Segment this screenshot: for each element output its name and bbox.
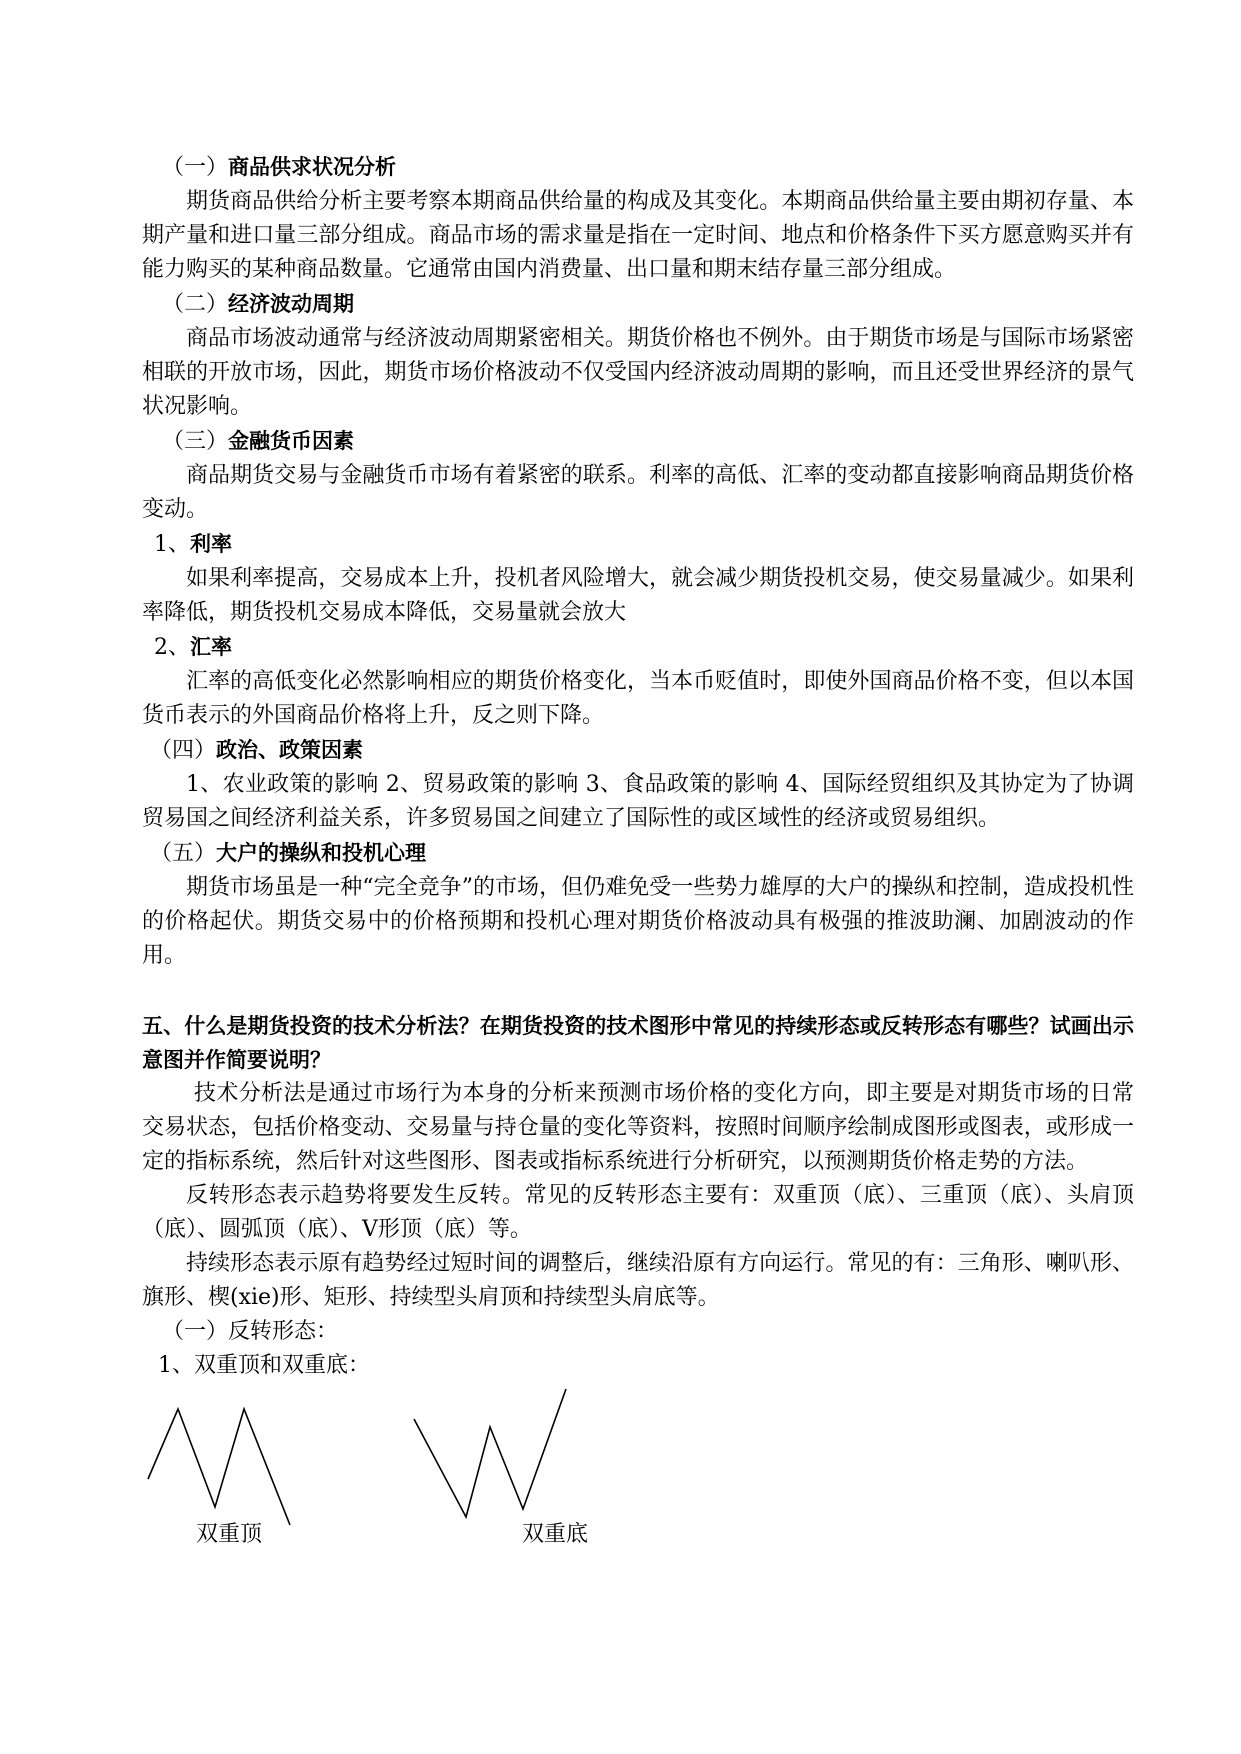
question-5-title: 五、什么是期货投资的技术分析法？在期货投资的技术图形中常见的持续形态或反转形态有哪些？试画出示意图并作简要说明？	[142, 1014, 1134, 1072]
item-exchange-heading	[142, 630, 1134, 665]
question-5-paragraph-2: 反转形态表示趋势将要发生反转。常见的反转形态主要有：双重顶（底）、三重顶（底）、头肩顶（底）、圆弧顶（底）、V形顶（底）等。	[142, 1183, 1134, 1242]
question-5-paragraph-1: 技术分析法是通过市场行为本身的分析来预测市场价格的变化方向，即主要是对期货市场的日常交易状态，包括价格变动、交易量与持仓量的变化等资料，按照时间顺序绘制成图形或图表，或形成一定的指标系统，然后针对这些图形、图表或指标系统进行分析研究，以预测期货价格走势的方法。	[142, 1081, 1134, 1174]
item-exchange-title: 汇率	[190, 635, 232, 659]
section-4-body: 1、农业政策的影响 2、贸易政策的影响 3、食品政策的影响 4、国际经贸组织及其协定为了协调贸易国之间经济利益关系，许多贸易国之间建立了国际性的或区域性的经济或贸易组织。	[142, 772, 1134, 831]
section-5-body: 期货市场虽是一种“完全竞争”的市场，但仍难免受一些势力雄厚的大户的操纵和控制，造成投机性的价格起伏。期货交易中的价格预期和投机心理对期货价格波动具有极强的推波助澜、加剧波动的作用。	[142, 875, 1134, 968]
section-2-body: 商品市场波动通常与经济波动周期紧密相关。期货价格也不例外。由于期货市场是与国际市场紧密相联的开放市场，因此，期货市场价格波动不仅受国内经济波动周期的影响，而且还受世界经济的景气状况影响。	[142, 326, 1134, 419]
section-1-body: 期货商品供给分析主要考察本期商品供给量的构成及其变化。本期商品供给量主要由期初存量、本期产量和进口量三部分组成。商品市场的需求量是指在一定时间、地点和价格条件下买方愿意购买并有能力购买的某种商品数量。它通常由国内消费量、出口量和期末结存量三部分组成。	[142, 189, 1134, 282]
double-top-bottom-heading: 1、双重顶和双重底：	[158, 1353, 370, 1378]
section-1-prefix: （一）	[162, 155, 229, 180]
section-4-heading	[142, 733, 1134, 768]
section-2-title: 经济波动周期	[228, 292, 355, 316]
double-top-line	[148, 1409, 290, 1525]
pattern-sketch	[0, 1389, 700, 1589]
item-interest-title: 利率	[190, 532, 232, 556]
section-5-prefix: （五）	[150, 841, 217, 866]
section-1-heading	[142, 150, 1134, 185]
document-page	[142, 150, 1134, 1589]
item-exchange-num: 2、	[154, 635, 190, 660]
reversal-patterns-heading: （一）反转形态：	[162, 1319, 339, 1344]
section-3-prefix: （三）	[162, 429, 229, 454]
section-1-title: 商品供求状况分析	[228, 155, 397, 179]
item-interest-num: 1、	[154, 532, 190, 557]
section-3-body: 商品期货交易与金融货币市场有着紧密的联系。利率的高低、汇率的变动都直接影响商品期货价格变动。	[142, 463, 1134, 522]
item-interest-body: 如果利率提高，交易成本上升，投机者风险增大，就会减少期货投机交易，使交易量减少。如果利率降低，期货投机交易成本降低，交易量就会放大	[142, 566, 1134, 625]
item-interest-heading	[142, 527, 1134, 562]
double-bottom-line	[414, 1389, 566, 1517]
section-3-title: 金融货币因素	[228, 429, 355, 453]
double-top-caption: 双重顶	[196, 1522, 263, 1547]
item-exchange-body: 汇率的高低变化必然影响相应的期货价格变化，当本币贬值时，即使外国商品价格不变，但以本国货币表示的外国商品价格将上升，反之则下降。	[142, 669, 1134, 728]
section-2-prefix: （二）	[162, 292, 229, 317]
section-5-title: 大户的操纵和投机心理	[216, 841, 427, 865]
section-4-title: 政治、政策因素	[216, 738, 364, 762]
section-3-heading	[142, 424, 1134, 459]
double-top-bottom-diagram	[142, 1389, 1134, 1589]
section-4-prefix: （四）	[150, 738, 217, 763]
double-bottom-caption: 双重底	[522, 1522, 589, 1547]
question-5-paragraph-3: 持续形态表示原有趋势经过短时间的调整后，继续沿原有方向运行。常见的有：三角形、喇叭形、旗形、楔(xie)形、矩形、持续型头肩顶和持续型头肩底等。	[142, 1251, 1134, 1310]
section-2-heading	[142, 287, 1134, 322]
section-5-heading	[142, 836, 1134, 871]
